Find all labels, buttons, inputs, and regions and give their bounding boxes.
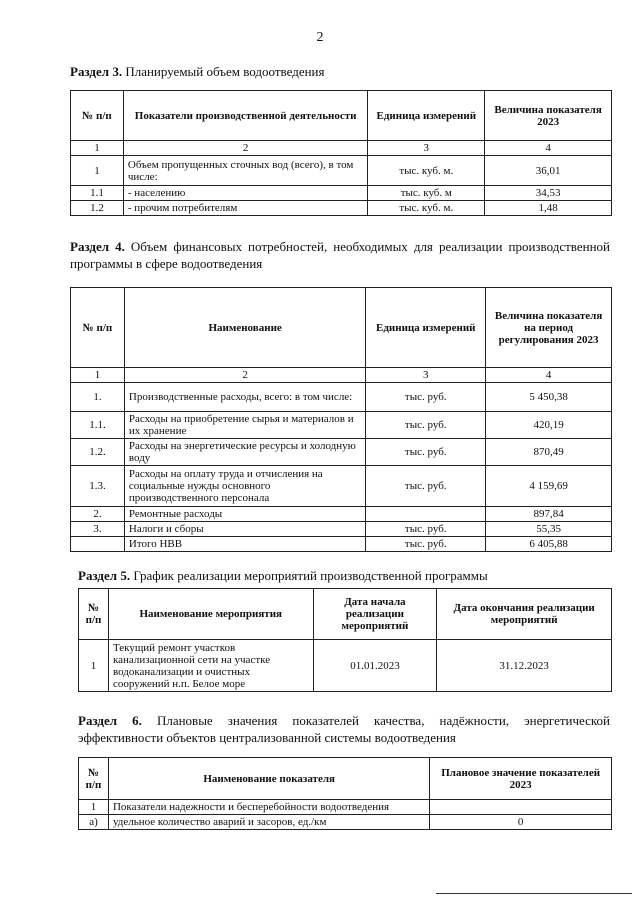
- table-row: [71, 412, 612, 439]
- table-header-row: [71, 288, 612, 368]
- header-unit: Единица измерений: [366, 288, 486, 368]
- numbering-cell: 1: [71, 141, 124, 156]
- page-number: 2: [316, 30, 324, 45]
- row-unit: тыс. руб.: [366, 383, 486, 412]
- header-start: Дата начала реализации мероприятий: [313, 589, 437, 640]
- row-name: Объем пропущенных сточных вод (всего), в том числе:: [123, 156, 368, 186]
- row-num: 1.2: [71, 201, 124, 216]
- row-value: 897,84: [486, 507, 612, 522]
- row-value: 420,19: [486, 412, 612, 439]
- table-row: [71, 439, 612, 466]
- header-name: Наименование показателя: [108, 758, 429, 800]
- row-name: Производственные расходы, всего: в том числе:: [124, 383, 365, 412]
- table-row: [71, 466, 612, 507]
- row-num: [71, 537, 125, 552]
- table-row: [71, 201, 612, 216]
- section3-heading: [70, 63, 610, 80]
- header-value: Плановое значение показателей 2023: [430, 758, 612, 800]
- table-row: [71, 383, 612, 412]
- row-num: 1.: [71, 383, 125, 412]
- footer-divider: [436, 893, 632, 894]
- section5-heading: [78, 567, 618, 584]
- row-name: Показатели надежности и бесперебойности водоотведения: [108, 800, 429, 815]
- table-row: [71, 156, 612, 186]
- row-name: Итого НВВ: [124, 537, 365, 552]
- row-name: Налоги и сборы: [124, 522, 365, 537]
- row-unit: тыс. куб. м: [368, 186, 485, 201]
- row-num: 1.1: [71, 186, 124, 201]
- row-end: 31.12.2023: [437, 640, 612, 692]
- header-end: Дата окончания реализации мероприятий: [437, 589, 612, 640]
- numbering-cell: 4: [485, 141, 612, 156]
- header-name: Наименование мероприятия: [108, 589, 313, 640]
- table-row: [79, 800, 612, 815]
- numbering-cell: 1: [71, 368, 125, 383]
- row-num: а): [79, 815, 109, 830]
- table-header-row: [79, 758, 612, 800]
- section3-table: [70, 90, 612, 216]
- row-name: Расходы на оплату труда и отчисления на социальные нужды основного производственного персонала: [124, 466, 365, 507]
- row-value: [430, 800, 612, 815]
- row-num: 1.3.: [71, 466, 125, 507]
- table-header-row: [71, 91, 612, 141]
- row-unit: тыс. руб.: [366, 537, 486, 552]
- table-row: [79, 815, 612, 830]
- numbering-cell: 3: [366, 368, 486, 383]
- row-value: 34,53: [485, 186, 612, 201]
- row-unit: тыс. руб.: [366, 522, 486, 537]
- header-name: Наименование: [124, 288, 365, 368]
- section5-table: [78, 588, 612, 692]
- header-num: № п/п: [71, 288, 125, 368]
- header-num: № п/п: [71, 91, 124, 141]
- header-name: Показатели производственной деятельности: [123, 91, 368, 141]
- row-unit: тыс. руб.: [366, 466, 486, 507]
- row-num: 1: [71, 156, 124, 186]
- row-num: 1: [79, 640, 109, 692]
- row-unit: тыс. руб.: [366, 439, 486, 466]
- numbering-cell: 2: [124, 368, 365, 383]
- section4-title: Объем финансовых потребностей, необходимых для реализации производственной программы в сфере водоотведения: [70, 239, 610, 271]
- row-name: Расходы на приобретение сырья и материалов и их хранение: [124, 412, 365, 439]
- section3-label: Раздел 3.: [70, 64, 123, 79]
- table-numbering-row: [71, 141, 612, 156]
- table-numbering-row: [71, 368, 612, 383]
- section5-title: График реализации мероприятий производственной программы: [133, 568, 488, 583]
- numbering-cell: 3: [368, 141, 485, 156]
- row-unit: тыс. руб.: [366, 412, 486, 439]
- header-num: № п/п: [79, 758, 109, 800]
- row-name: Ремонтные расходы: [124, 507, 365, 522]
- row-name: - населению: [123, 186, 368, 201]
- row-value: 55,35: [486, 522, 612, 537]
- row-value: 4 159,69: [486, 466, 612, 507]
- section6-table: [78, 757, 612, 830]
- row-num: 2.: [71, 507, 125, 522]
- header-value: Величина показателя 2023: [485, 91, 612, 141]
- row-num: 1.1.: [71, 412, 125, 439]
- table-row-total: [71, 537, 612, 552]
- table-row: [71, 522, 612, 537]
- numbering-cell: 2: [123, 141, 368, 156]
- row-value: 870,49: [486, 439, 612, 466]
- table-row: [79, 640, 612, 692]
- section4-table: [70, 287, 612, 552]
- row-name: удельное количество аварий и засоров, ед./км: [108, 815, 429, 830]
- row-value: 1,48: [485, 201, 612, 216]
- row-num: 1: [79, 800, 109, 815]
- row-value: 5 450,38: [486, 383, 612, 412]
- row-num: 1.2.: [71, 439, 125, 466]
- row-start: 01.01.2023: [313, 640, 437, 692]
- row-unit: тыс. куб. м.: [368, 156, 485, 186]
- header-num: № п/п: [79, 589, 109, 640]
- row-value: 6 405,88: [486, 537, 612, 552]
- row-name: Расходы на энергетические ресурсы и холодную воду: [124, 439, 365, 466]
- table-header-row: [79, 589, 612, 640]
- row-unit: [366, 507, 486, 522]
- row-name: - прочим потребителям: [123, 201, 368, 216]
- numbering-cell: 4: [486, 368, 612, 383]
- row-value: 36,01: [485, 156, 612, 186]
- table-row: [71, 186, 612, 201]
- section6-label: Раздел 6.: [78, 713, 142, 728]
- section4-label: Раздел 4.: [70, 239, 125, 254]
- table-row: [71, 507, 612, 522]
- section6-heading: [78, 712, 610, 746]
- row-num: 3.: [71, 522, 125, 537]
- section6-title: Плановые значения показателей качества, надёжности, энергетической эффективности объектов централизованной системы водоотведения: [78, 713, 610, 745]
- section3-title: Планируемый объем водоотведения: [125, 64, 325, 79]
- row-name: Текущий ремонт участков канализационной сети на участке водоканализации и очистных сооружений н.п. Белое море: [108, 640, 313, 692]
- row-unit: тыс. куб. м.: [368, 201, 485, 216]
- section4-heading: [70, 238, 610, 272]
- row-value: 0: [430, 815, 612, 830]
- header-unit: Единица измерений: [368, 91, 485, 141]
- section5-label: Раздел 5.: [78, 568, 131, 583]
- header-value: Величина показателя на период регулирования 2023: [486, 288, 612, 368]
